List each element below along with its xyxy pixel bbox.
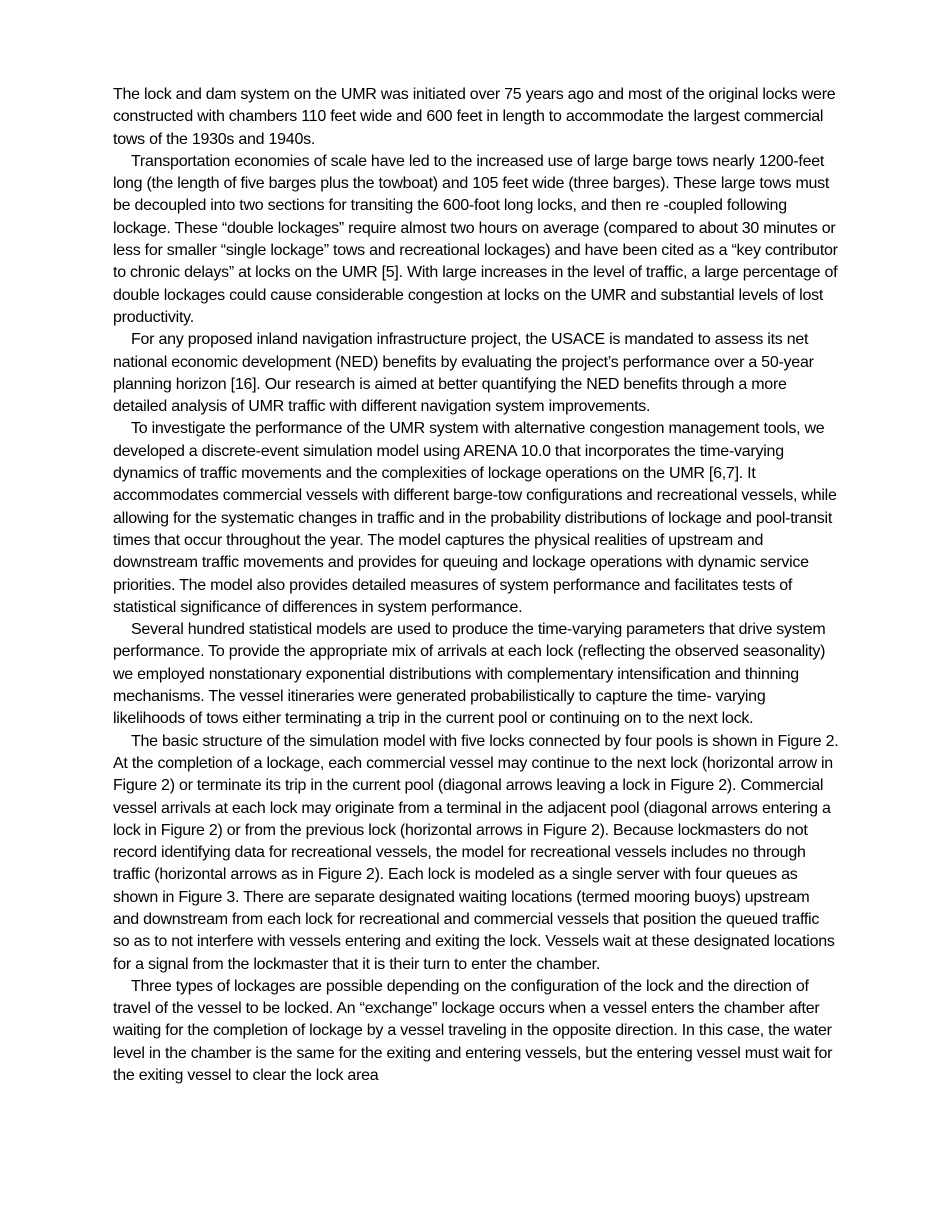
paragraph: The lock and dam system on the UMR was initiated over 75 years ago and most of the original locks were constructed with chambers 110 feet wide and 600 feet in length to accommodate the largest commercial tows of the 1930s and 1940s. bbox=[113, 86, 836, 148]
paragraph: The basic structure of the simulation model with five locks connected by four pools is shown in Figure 2. At the completion of a lockage, each commercial vessel may continue to the next lock (horizontal arrow in Figure 2) or terminate its trip in the current pool (diagonal arrows leaving a lock in Figure 2). Commercial vessel arrivals at each lock may originate from a terminal in the adjacent pool (diagonal arrows entering a lock in Figure 2) or from the previous lock (horizontal arrows in Figure 2). Because lockmasters do not record identifying data for recreational vessels, the model for recreational vessels includes no through traffic (horizontal arrows as in Figure 2). Each lock is modeled as a single server with four queues as shown in Figure 3. There are separate designated waiting locations (termed mooring buoys) upstream and downstream from each lock for recreational and commercial vessels that position the queued traffic so as to not interfere with vessels entering and exiting the lock. Vessels wait at these designated locations for a signal from the lockmaster that it is their turn to enter the chamber. bbox=[113, 732, 839, 973]
paragraph: Transportation economies of scale have led to the increased use of large barge tows nearly 1200-feet long (the length of five barges plus the towboat) and 105 feet wide (three barges). These large tows must be decoupled into two sections for transiting the 600-foot long locks, and then re -coupled following lockage. These “double lockages” require almost two hours on average (compared to about 30 minutes or less for smaller “single lockage” tows and recreational lockages) and have been cited as a “key contributor to chronic delays” at locks on the UMR [5]. With large increases in the level of traffic, a large percentage of double lockages could cause considerable congestion at locks on the UMR and substantial levels of lost productivity. bbox=[113, 152, 838, 326]
paragraph: Three types of lockages are possible depending on the configuration of the lock and the direction of travel of the vessel to be locked. An “exchange” lockage occurs when a vessel enters the chamber after waiting for the completion of lockage by a vessel traveling in the opposite direction. In this case, the water level in the chamber is the same for the exiting and entering vessels, but the entering vessel must wait for the exiting vessel to clear the lock area bbox=[113, 977, 833, 1085]
document-page bbox=[113, 84, 839, 1087]
paragraph: To investigate the performance of the UMR system with alternative congestion management tools, we developed a discrete-event simulation model using ARENA 10.0 that incorporates the time-varying dynamics of traffic movements and the complexities of lockage operations on the UMR [6,7]. It accommodates commercial vessels with different barge-tow configurations and recreational vessels, while allowing for the systematic changes in traffic and in the probability distributions of lockage and pool-transit times that occur throughout the year. The model captures the physical realities of upstream and downstream traffic movements and provides for queuing and lockage operations with dynamic service priorities. The model also provides detailed measures of system performance and facilitates tests of statistical significance of differences in system performance. bbox=[113, 420, 837, 616]
paragraph: Several hundred statistical models are used to produce the time-varying parameters that drive system performance. To provide the appropriate mix of arrivals at each lock (reflecting the observed seasonality) we employed nonstationary exponential distributions with complementary intensification and thinning mechanisms. The vessel itineraries were generated probabilistically to capture the time- varying likelihoods of tows either terminating a trip in the current pool or continuing on to the next lock. bbox=[113, 621, 826, 728]
paragraph: For any proposed inland navigation infrastructure project, the USACE is mandated to assess its net national economic development (NED) benefits by evaluating the project’s performance over a 50-year planning horizon [16]. Our research is aimed at better quantifying the NED benefits through a more detailed analysis of UMR traffic with different navigation system improvements. bbox=[113, 331, 814, 416]
